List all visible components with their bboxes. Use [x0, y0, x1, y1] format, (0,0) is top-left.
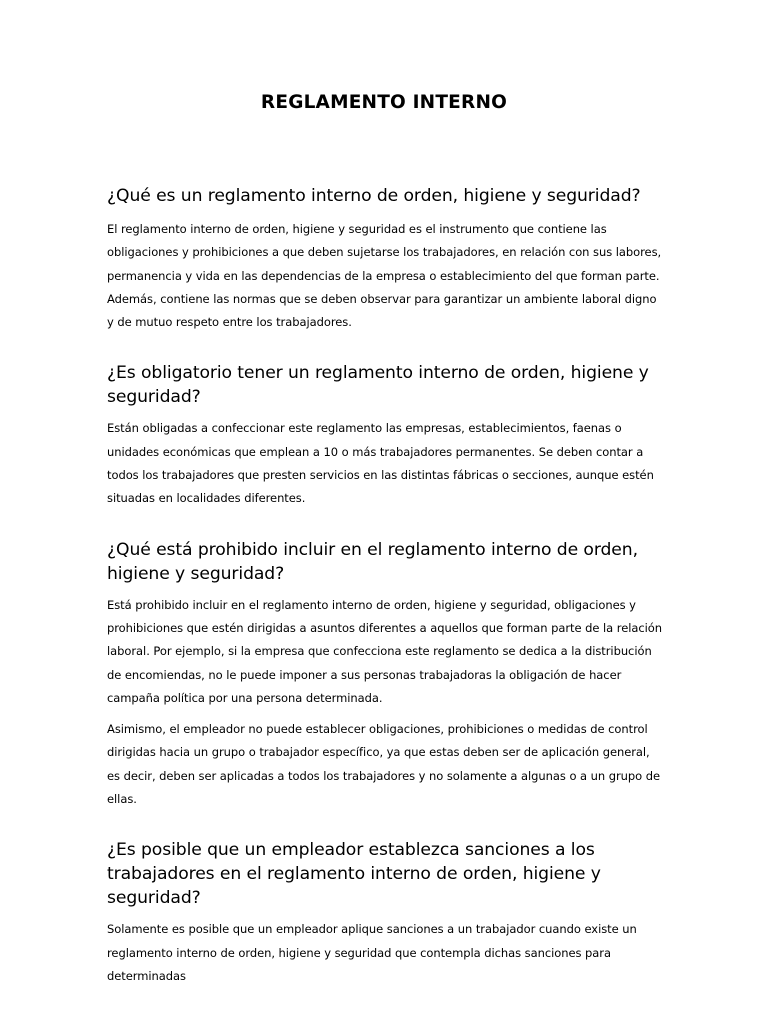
- document-title: REGLAMENTO INTERNO: [260, 92, 508, 113]
- section-sanctions: [107, 838, 663, 988]
- section-heading: ¿Qué está prohibido incluir en el reglamento interno de orden, higiene y seguridad?: [107, 539, 638, 584]
- section-what-is: [107, 184, 663, 334]
- section-paragraph: El reglamento interno de orden, higiene y seguridad es el instrumento que contiene las obligaciones y prohibiciones a que deben sujetarse los trabajadores, en relación con sus labores, permanencia y vida en las dependencias de la empresa o establecimiento del que forman parte. Además, contiene las normas que se deben observar para garantizar un ambiente laboral digno y de mutuo respeto entre los trabajadores.: [107, 222, 662, 330]
- section-heading: ¿Qué es un reglamento interno de orden, higiene y seguridad?: [107, 186, 641, 206]
- section-paragraph: Está prohibido incluir en el reglamento interno de orden, higiene y seguridad, obligaciones y prohibiciones que estén dirigidas a asuntos diferentes a aquellos que forman parte de la relación laboral. Por ejemplo, si la empresa que confecciona este reglamento se dedica a la distribución de encomiendas, no le puede imponer a sus personas trabajadoras la obligación de hacer campaña política por una persona determinada.: [107, 597, 663, 705]
- section-paragraph: Solamente es posible que un empleador aplique sanciones a un trabajador cuando existe un reglamento interno de orden, higiene y seguridad que contempla dichas sanciones para determinadas: [107, 922, 637, 983]
- section-heading: ¿Es obligatorio tener un reglamento interno de orden, higiene y seguridad?: [107, 363, 649, 408]
- section-heading: ¿Es posible que un empleador establezca sanciones a los trabajadores en el reglamento interno de orden, higiene y seguridad?: [107, 840, 601, 909]
- section-is-mandatory: [107, 361, 663, 510]
- document-body: [107, 184, 663, 1015]
- section-prohibited: [107, 538, 663, 812]
- section-paragraph: Están obligadas a confeccionar este reglamento las empresas, establecimientos, faenas o unidades económicas que emplean a 10 o más trabajadores permanentes. Se deben contar a todos los trabajadores que presten servicios en las distintas fábricas o secciones, aunque estén situadas en localidades diferentes.: [107, 421, 654, 506]
- section-paragraph: Asimismo, el empleador no puede establecer obligaciones, prohibiciones o medidas de control dirigidas hacia un grupo o trabajador específico, ya que estas deben ser de aplicación general, es decir, deben ser aplicadas a todos los trabajadores y no solamente a algunas o a un grupo de ellas.: [107, 722, 661, 807]
